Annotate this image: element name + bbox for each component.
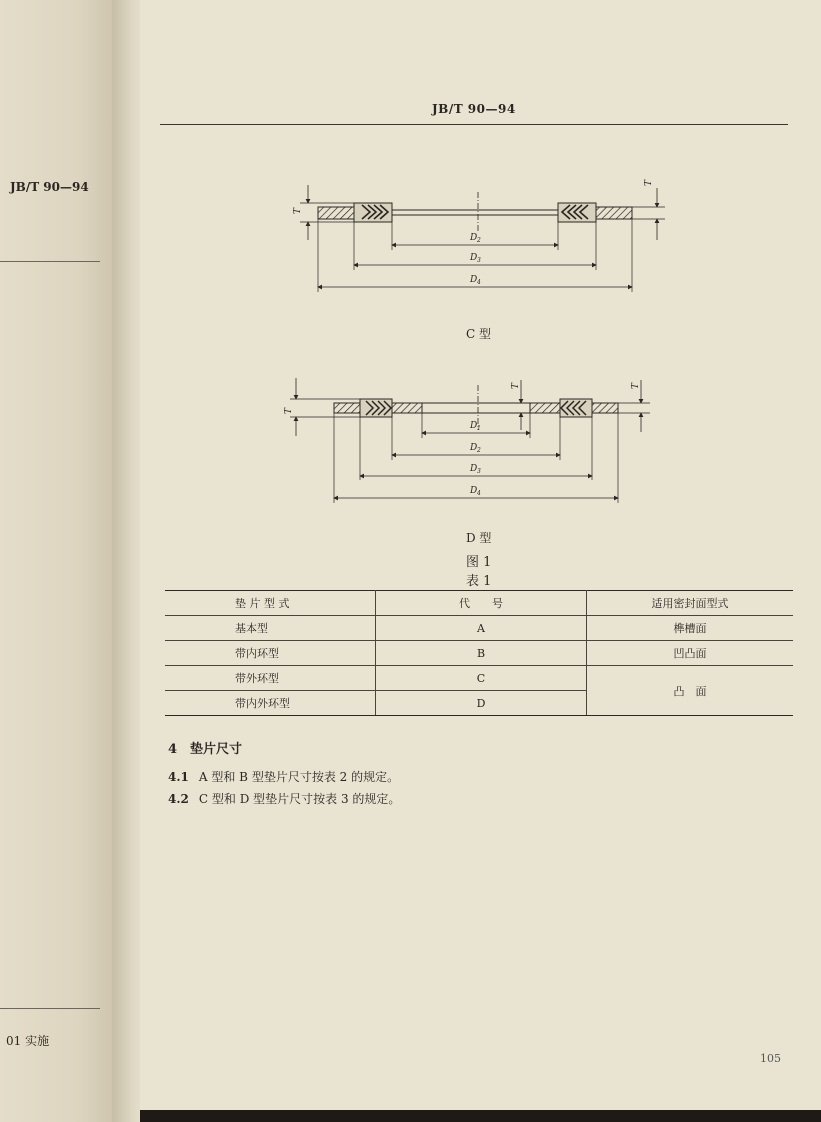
d-t1-inner-label: T <box>511 382 521 389</box>
left-page-bottom-rule <box>0 1008 100 1009</box>
gasket-figure <box>0 0 821 540</box>
d-d1-label: D <box>470 421 478 431</box>
clause-number: 4.2 <box>168 792 189 806</box>
c-d2-sub: 2 <box>477 237 481 244</box>
c-t-label: T <box>293 207 303 214</box>
cell-type: 基本型 <box>165 616 376 641</box>
cell-surface: 榫槽面 <box>587 616 794 641</box>
c-d4-sub: 4 <box>477 279 481 286</box>
d-d3-sub: 3 <box>477 468 481 475</box>
left-page-header: JB/T 90—94 <box>10 180 89 194</box>
table-row <box>165 616 793 641</box>
left-page-footer: 01 实施 <box>6 1034 50 1048</box>
cell-type: 带外环型 <box>165 666 376 691</box>
c-d3-label: D <box>470 253 478 263</box>
d-d4-sub: 4 <box>477 490 481 497</box>
table-row <box>165 641 793 666</box>
cell-code: D <box>376 691 587 716</box>
page-bottom-edge <box>140 1110 821 1122</box>
table-header-row <box>165 591 793 616</box>
c-d3-sub: 3 <box>477 257 481 264</box>
cell-type: 带内环型 <box>165 641 376 666</box>
d-d2-label: D <box>470 443 478 453</box>
cell-code: B <box>376 641 587 666</box>
gasket-type-table <box>165 590 793 716</box>
header-sealing-face: 适用密封面型式 <box>587 591 794 616</box>
c-d4-label: D <box>470 275 478 285</box>
clause-text: A 型和 B 型垫片尺寸按表 2 的规定。 <box>198 770 400 784</box>
clause-text: C 型和 D 型垫片尺寸按表 3 的规定。 <box>198 792 401 806</box>
cell-code: C <box>376 666 587 691</box>
cell-surface: 凸 面 <box>587 666 794 716</box>
cell-code: A <box>376 616 587 641</box>
clause-number: 4.1 <box>168 770 189 784</box>
c-t1-label: T <box>644 179 654 186</box>
d-d2-sub: 2 <box>477 447 481 454</box>
table-row <box>165 666 793 691</box>
c-type-caption: C 型 <box>466 327 491 341</box>
c-type-section <box>300 185 665 292</box>
d-t-label: T <box>284 407 294 414</box>
table-title: 表 1 <box>466 574 492 589</box>
section-heading: 4 垫片尺寸 <box>168 742 243 757</box>
standard-code-header: JB/T 90—94 <box>432 102 516 116</box>
header-code: 代 号 <box>376 591 587 616</box>
d-d3-label: D <box>470 464 478 474</box>
header-gasket-type: 垫 片 型 式 <box>165 591 376 616</box>
d-d1-sub: 1 <box>477 425 481 432</box>
d-t1-outer-label: T <box>631 382 641 389</box>
d-type-caption: D 型 <box>466 531 492 545</box>
page-number: 105 <box>760 1052 781 1065</box>
cell-surface: 凹凸面 <box>587 641 794 666</box>
cell-type: 带内外环型 <box>165 691 376 716</box>
d-d4-label: D <box>470 486 478 496</box>
clause-4-1 <box>168 768 399 785</box>
d-type-section <box>290 378 650 503</box>
clause-4-2 <box>168 790 400 807</box>
figure-caption: 图 1 <box>466 555 492 570</box>
c-d2-label: D <box>470 233 478 243</box>
